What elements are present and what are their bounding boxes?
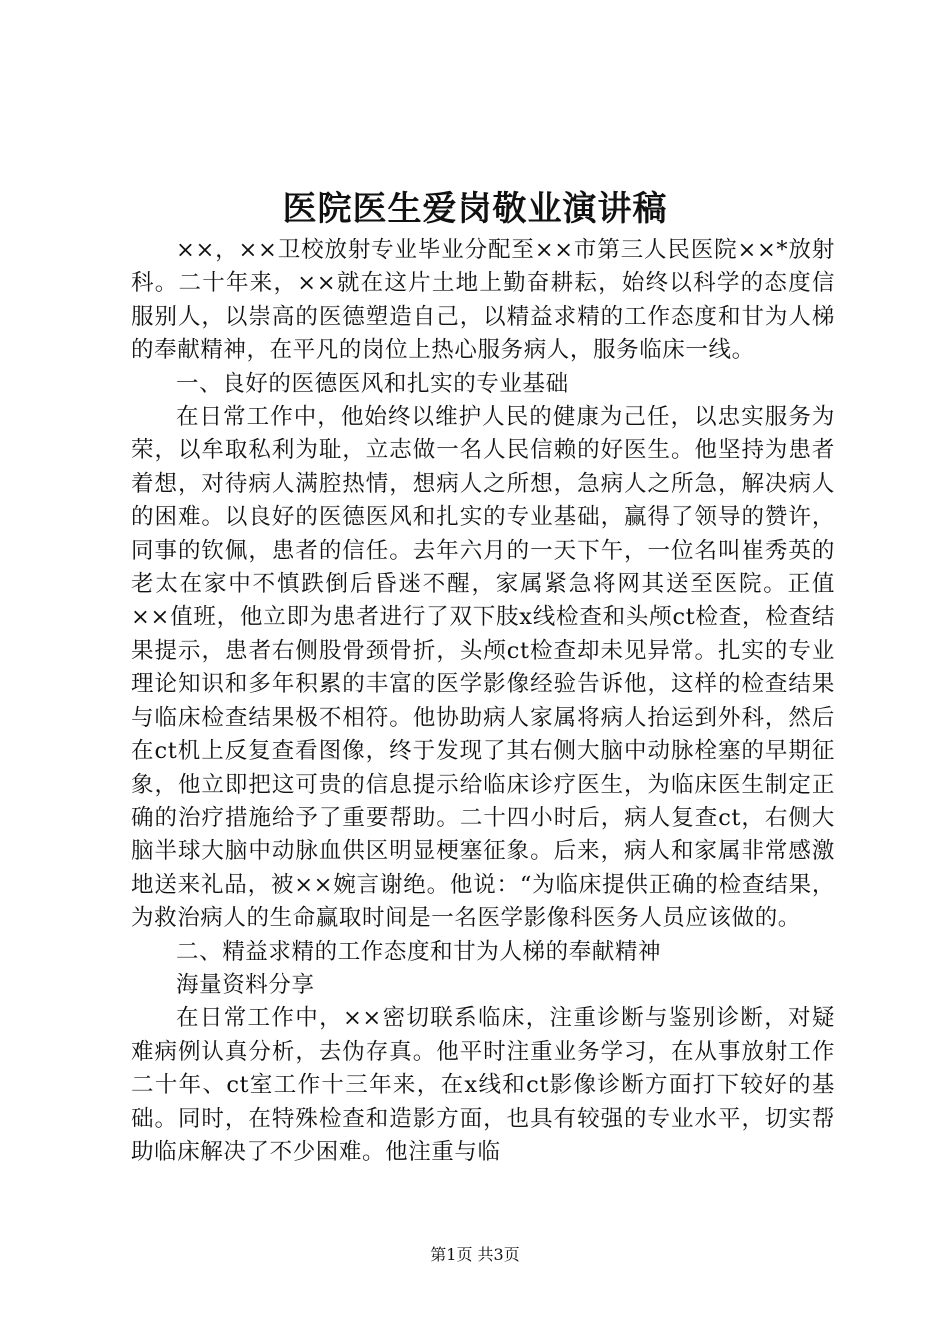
watermark-text: 海量资料分享	[176, 971, 315, 998]
page-footer: 第1页 共3页	[430, 1245, 520, 1264]
document-title: 医院医生爱岗敬业演讲稿	[282, 189, 668, 229]
paragraph-section-1: 在日常工作中，他始终以维护人民的健康为己任，以忠实服务为荣，以牟取私利为耻，立志做一名人民信赖的好医生。他坚持为患者着想，对待病人满腔热情，想病人之所想，急病人之所急，解决病人的困难。以良好的医德医风和扎实的专业基础，赢得了领导的赞许，同事的钦佩，患者的信任。去年六月的一天下午，一位名叫崔秀英的老太在家中不慎跌倒后昏迷不醒，家属紧急将网其送至医院。正值××值班，他立即为患者进行了双下肢x线检查和头颅ct检查，检查结果提示，患者右侧股骨颈骨折，头颅ct检查却未见异常。扎实的专业理论知识和多年积累的丰富的医学影像经验告诉他，这样的检查结果与临床检查结果极不相符。他协助病人家属将病人抬运到外科，然后在ct机上反复查看图像，终于发现了其右侧大脑中动脉栓塞的早期征象，他立即把这可贵的信息提示给临床诊疗医生，为临床医生制定正确的治疗措施给予了重要帮助。二十四小时后，病人复查ct，右侧大脑半球大脑中动脉血供区明显梗塞征象。后来，病人和家属非常感激地送来礼品，被××婉言谢绝。他说：“为临床提供正确的检查结果，为救治病人的生命赢取时间是一名医学影像科医务人员应该做的。	[131, 404, 835, 932]
paragraph-section-2: 在日常工作中，××密切联系临床，注重诊断与鉴别诊断，对疑难病例认真分析，去伪存真。他平时注重业务学习，在从事放射工作二十年、ct室工作十三年来，在x线和ct影像诊断方面打下较好的基础。同时，在特殊检查和造影方面，也具有较强的专业水平，切实帮助临床解决了不少困难。他注重与临	[131, 1005, 835, 1165]
document-body	[131, 234, 835, 1169]
section-heading-2: 二、精益求精的工作态度和甘为人梯的奉献精神	[176, 938, 662, 965]
section-heading-1: 一、良好的医德医风和扎实的专业基础	[176, 370, 569, 397]
paragraph-intro: ××，××卫校放射专业毕业分配至××市第三人民医院××*放射科。二十年来，××就在这片土地上勤奋耕耘，始终以科学的态度信服别人，以崇高的医德塑造自己，以精益求精的工作态度和甘为人梯的奉献精神，在平凡的岗位上热心服务病人，服务临床一线。	[131, 237, 835, 364]
